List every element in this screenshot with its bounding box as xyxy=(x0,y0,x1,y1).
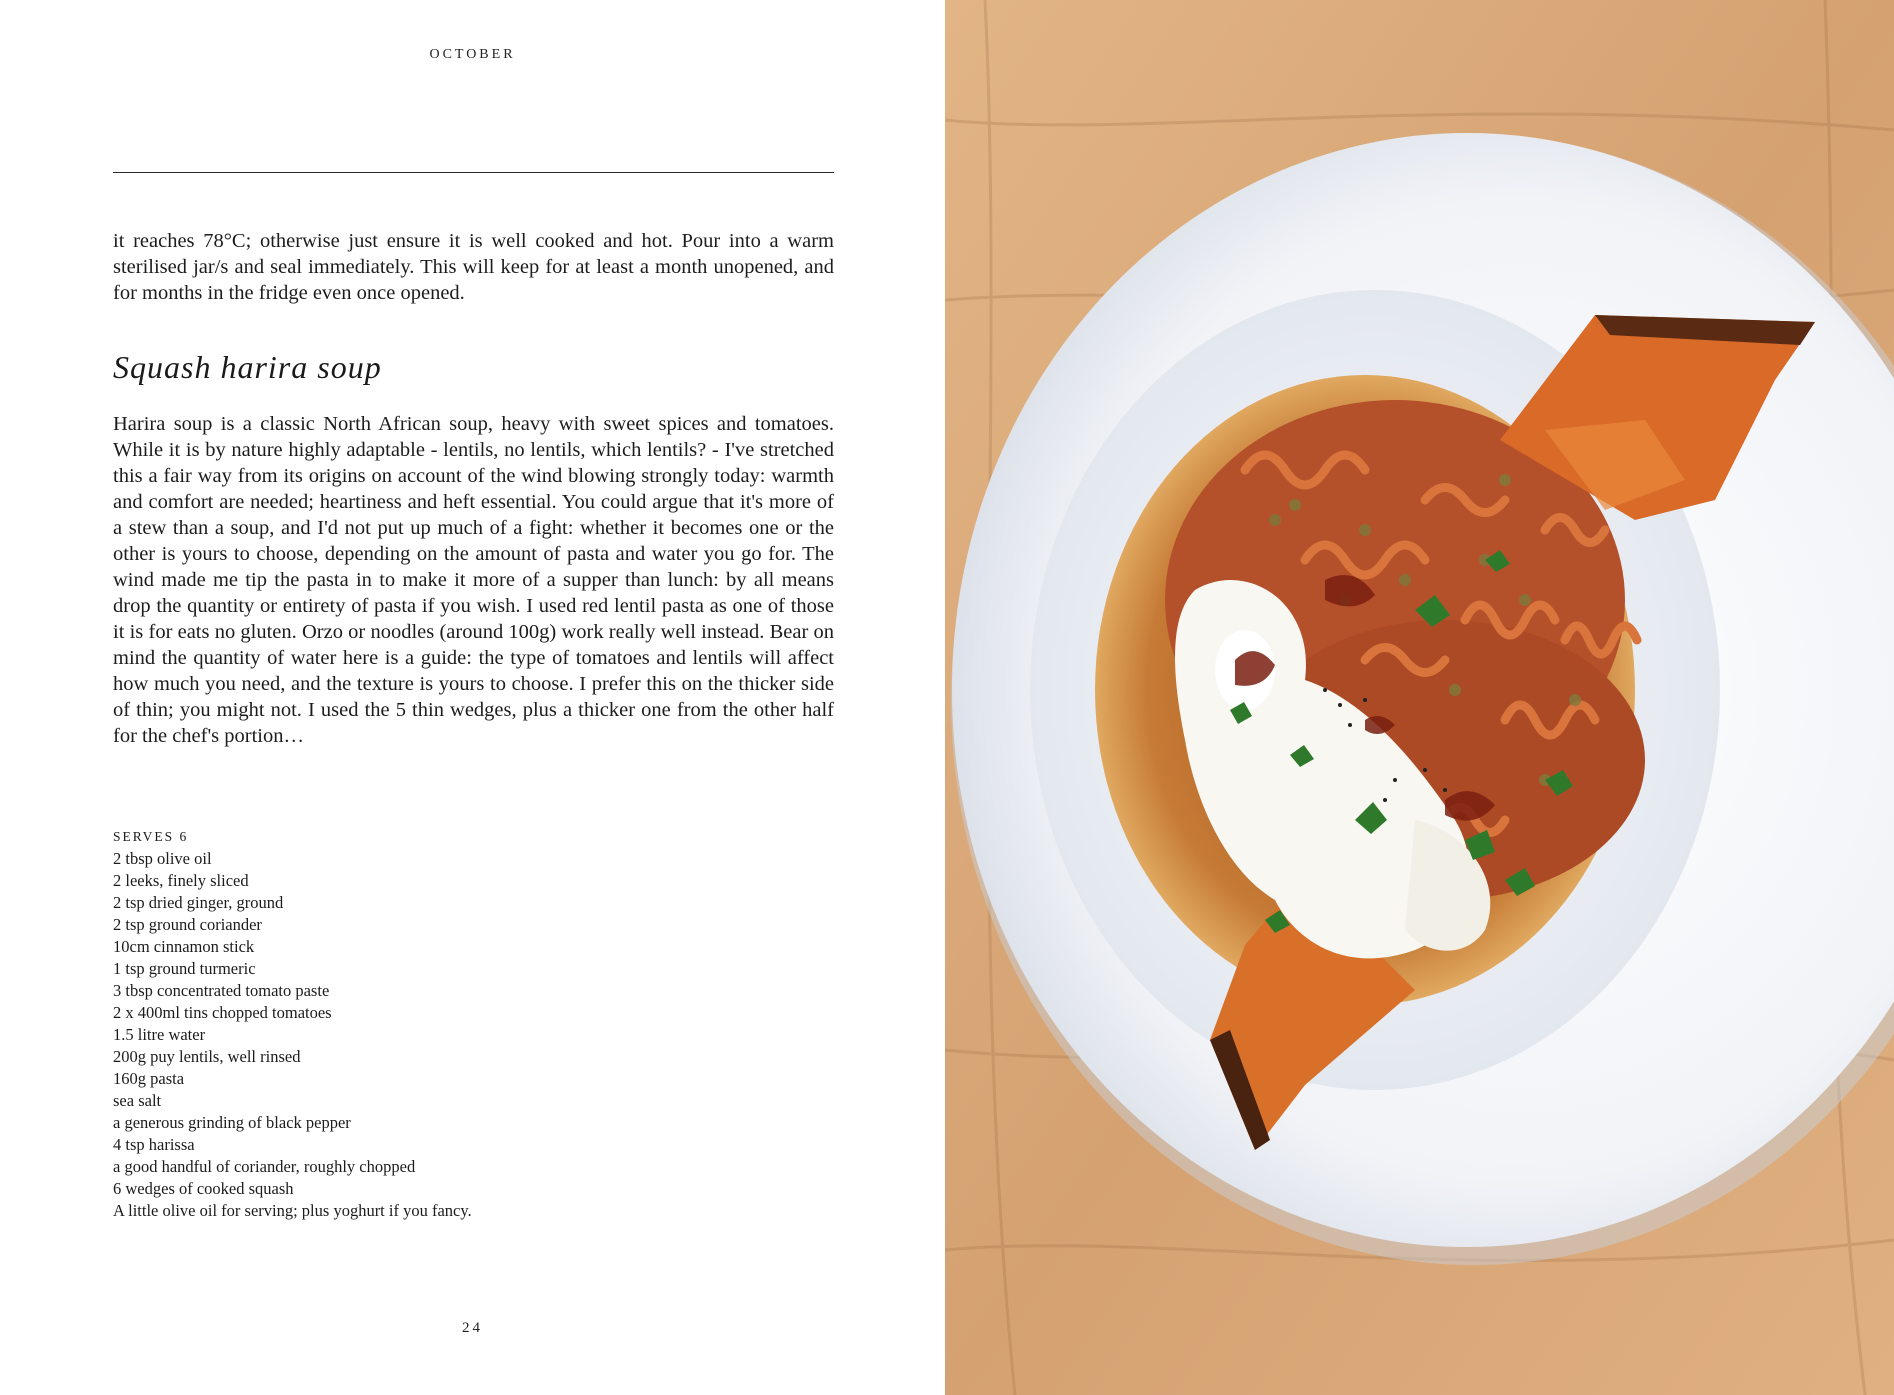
food-photo xyxy=(945,0,1894,1395)
intro-paragraph: it reaches 78°C; otherwise just ensure it is well cooked and hot. Pour into a warm sterilised jar/s and seal immediately. This will keep for at least a month unopened, and for months in the fridge even once opened. xyxy=(113,230,834,304)
ingredient-item: 1 tsp ground turmeric xyxy=(113,959,256,978)
ingredient-item: 10cm cinnamon stick xyxy=(113,937,255,956)
ingredient-item: 2 x 400ml tins chopped tomatoes xyxy=(113,1003,332,1022)
ingredient-item: A little olive oil for serving; plus yoghurt if you fancy. xyxy=(113,1201,472,1220)
recipe-title: Squash harira soup xyxy=(113,349,382,385)
ingredient-item: 2 tsp ground coriander xyxy=(113,915,262,934)
ingredient-item: 2 tsp dried ginger, ground xyxy=(113,893,284,912)
ingredient-item: 6 wedges of cooked squash xyxy=(113,1179,294,1198)
ingredient-item: 2 leeks, finely sliced xyxy=(113,871,249,890)
page-number: 24 xyxy=(462,1320,483,1336)
soup-bowl-photo xyxy=(945,0,1894,1395)
ingredients-block xyxy=(113,826,713,1222)
ingredient-item: 2 tbsp olive oil xyxy=(113,849,212,868)
ingredient-item: 3 tbsp concentrated tomato paste xyxy=(113,981,330,1000)
ingredient-list xyxy=(113,848,713,1222)
header-rule xyxy=(113,172,834,173)
ingredient-item: 160g pasta xyxy=(113,1069,185,1088)
running-head: OCTOBER xyxy=(429,47,516,62)
ingredient-item: 200g puy lentils, well rinsed xyxy=(113,1047,301,1066)
recipe-intro-text: Harira soup is a classic North African soup, heavy with sweet spices and tomatoes. While it is by nature highly adaptable - lentils, no lentils, which lentils? - I've stretched this a fair way from its origins on account of the wind blowing strongly today: warmth and comfort are needed; heartiness and heft essential. You could argue that it's more of a stew than a soup, and I'd not put up much of a fight: whether it becomes one or the other is yours to choose, depending on the amount of pasta and water you go for. The wind made me tip the pasta in to make it more of a supper than lunch: by all means drop the quantity or entirety of pasta if you wish. I used red lentil pasta as one of those it is for eats no gluten. Orzo or noodles (around 100g) work really well instead. Bear on mind the quantity of water here is a guide: the type of tomatoes and lentils will affect how much you need, and the texture is yours to choose. I prefer this on the thicker side of thin; you might not. I used the 5 thin wedges, plus a thicker one from the other half for the chef's portion… xyxy=(113,413,834,747)
ingredient-item: a generous grinding of black pepper xyxy=(113,1113,351,1132)
ingredient-item: 1.5 litre water xyxy=(113,1025,206,1044)
ingredient-item: 4 tsp harissa xyxy=(113,1135,195,1154)
serves-label: SERVES 6 xyxy=(113,829,189,844)
left-page xyxy=(0,0,945,1395)
ingredient-item: a good handful of coriander, roughly chopped xyxy=(113,1157,416,1176)
ingredient-item: sea salt xyxy=(113,1091,162,1110)
